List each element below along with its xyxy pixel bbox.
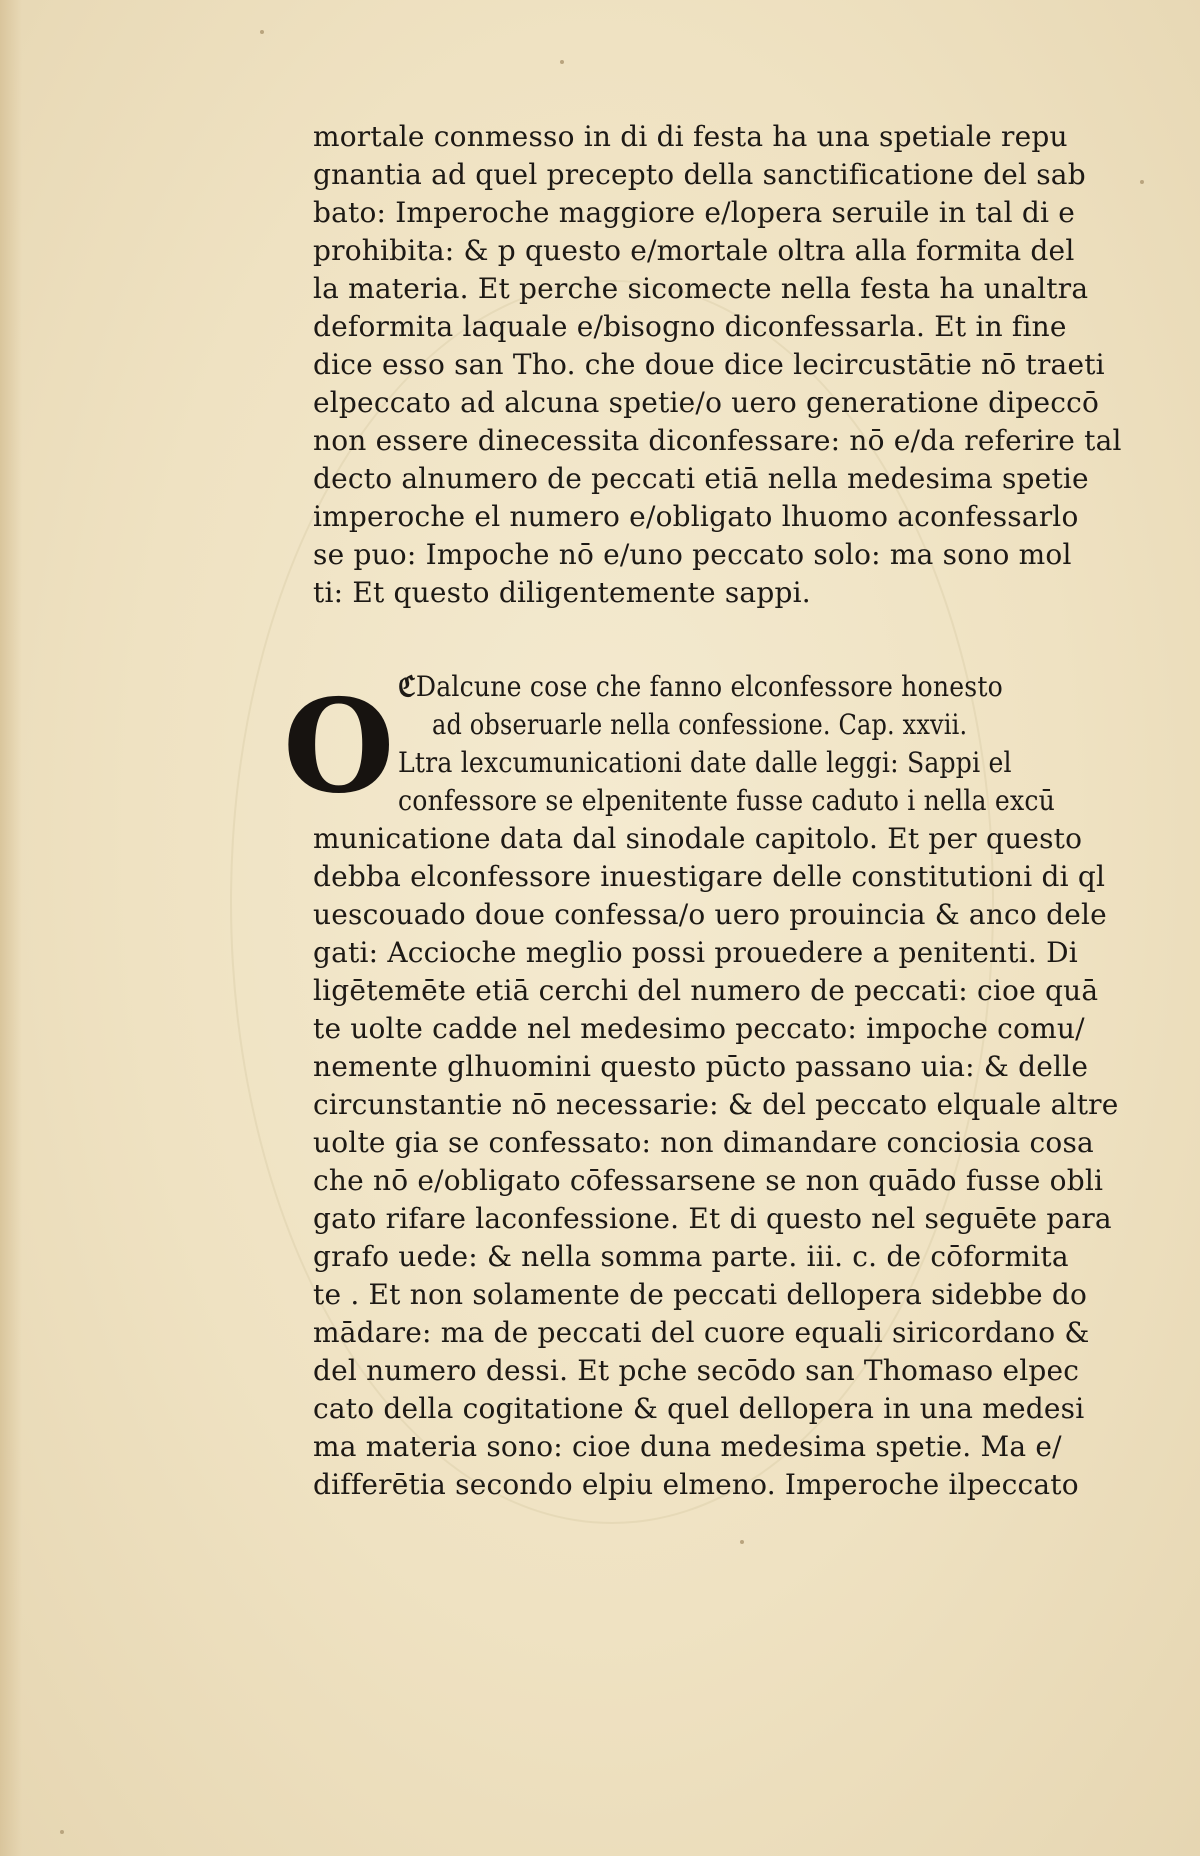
text-line: decto alnumero de peccati etiā nella medesima spetie bbox=[313, 462, 1089, 495]
text-line: imperoche el numero e/obligato lhuomo aconfessarlo bbox=[313, 500, 1079, 533]
text-line: che nō e/obligato cōfessarsene se non quādo fusse obli bbox=[313, 1164, 1104, 1197]
text-line: dice esso san Tho. che doue dice lecircustātie nō traeti bbox=[313, 348, 1105, 381]
text-line: cato della cogitatione & quel dellopera in una medesi bbox=[313, 1392, 1085, 1425]
text-line: deformita laquale e/bisogno diconfessarla. Et in fine bbox=[313, 310, 1067, 343]
text-line: uescouado doue confessa/o uero prouincia & anco dele bbox=[313, 898, 1107, 931]
text-line: elpeccato ad alcuna spetie/o uero generatione dipeccō bbox=[313, 386, 1100, 419]
text-line: ti: Et questo diligentemente sappi. bbox=[313, 576, 811, 609]
text-line: uolte gia se confessato: non dimandare conciosia cosa bbox=[313, 1126, 1094, 1159]
paper-fleck bbox=[1140, 180, 1144, 184]
text-line: differētia secondo elpiu elmeno. Imperoche ilpeccato bbox=[313, 1468, 1079, 1501]
text-line: ma materia sono: cioe duna medesima spetie. Ma e/ bbox=[313, 1430, 1062, 1463]
text-line: municatione data dal sinodale capitolo. Et per questo bbox=[313, 822, 1083, 855]
text-line: nemente glhuomini questo pūcto passano uia: & delle bbox=[313, 1050, 1089, 1083]
text-line: mādare: ma de peccati del cuore equali siricordano & bbox=[313, 1316, 1090, 1349]
text-line: te . Et non solamente de peccati dellopera sidebbe do bbox=[313, 1278, 1087, 1311]
text-line: bato: Imperoche maggiore e/lopera seruile in tal di e bbox=[313, 196, 1076, 229]
paper-fleck bbox=[740, 1540, 744, 1544]
chapter-heading: ℭDalcune cose che fanno elconfessore honesto bbox=[398, 670, 1003, 703]
chapter-heading-line: ad obseruarle nella confessione. Cap. xxvii. bbox=[432, 708, 968, 741]
text-line: Ltra lexcumunicationi date dalle leggi: Sappi el bbox=[398, 746, 1012, 779]
text-line: debba elconfessore inuestigare delle constitutioni di ql bbox=[313, 860, 1106, 893]
text-line: gnantia ad quel precepto della sanctificatione del sab bbox=[313, 158, 1086, 191]
text-line: la materia. Et perche sicomecte nella festa ha unaltra bbox=[313, 272, 1089, 305]
text-line: confessore se elpenitente fusse caduto i nella excū bbox=[398, 784, 1055, 817]
text-line: grafo uede: & nella somma parte. iii. c. de cōformita bbox=[313, 1240, 1069, 1273]
text-line: gati: Accioche meglio possi prouedere a penitenti. Di bbox=[313, 936, 1078, 969]
text-line: non essere dinecessita diconfessare: nō e/da referire tal bbox=[313, 424, 1122, 457]
paper-fleck bbox=[60, 1830, 64, 1834]
text-line: del numero dessi. Et pche secōdo san Thomaso elpec bbox=[313, 1354, 1080, 1387]
paper-fleck bbox=[260, 30, 264, 34]
paper-fleck bbox=[560, 60, 564, 64]
text-line: ligētemēte etiā cerchi del numero de peccati: cioe quā bbox=[313, 974, 1099, 1007]
drop-cap-initial: O bbox=[283, 672, 395, 822]
pilcrow-icon: ℭ bbox=[398, 670, 416, 703]
text-line: circunstantie nō necessarie: & del peccato elquale altre bbox=[313, 1088, 1119, 1121]
text-line: te uolte cadde nel medesimo peccato: impoche comu/ bbox=[313, 1012, 1085, 1045]
text-line: se puo: Impoche nō e/uno peccato solo: ma sono mol bbox=[313, 538, 1072, 571]
text-line: gato rifare laconfessione. Et di questo nel seguēte para bbox=[313, 1202, 1112, 1235]
text-line: prohibita: & p questo e/mortale oltra alla formita del bbox=[313, 234, 1075, 267]
text-line: mortale conmesso in di di festa ha una spetiale repu bbox=[313, 120, 1068, 153]
